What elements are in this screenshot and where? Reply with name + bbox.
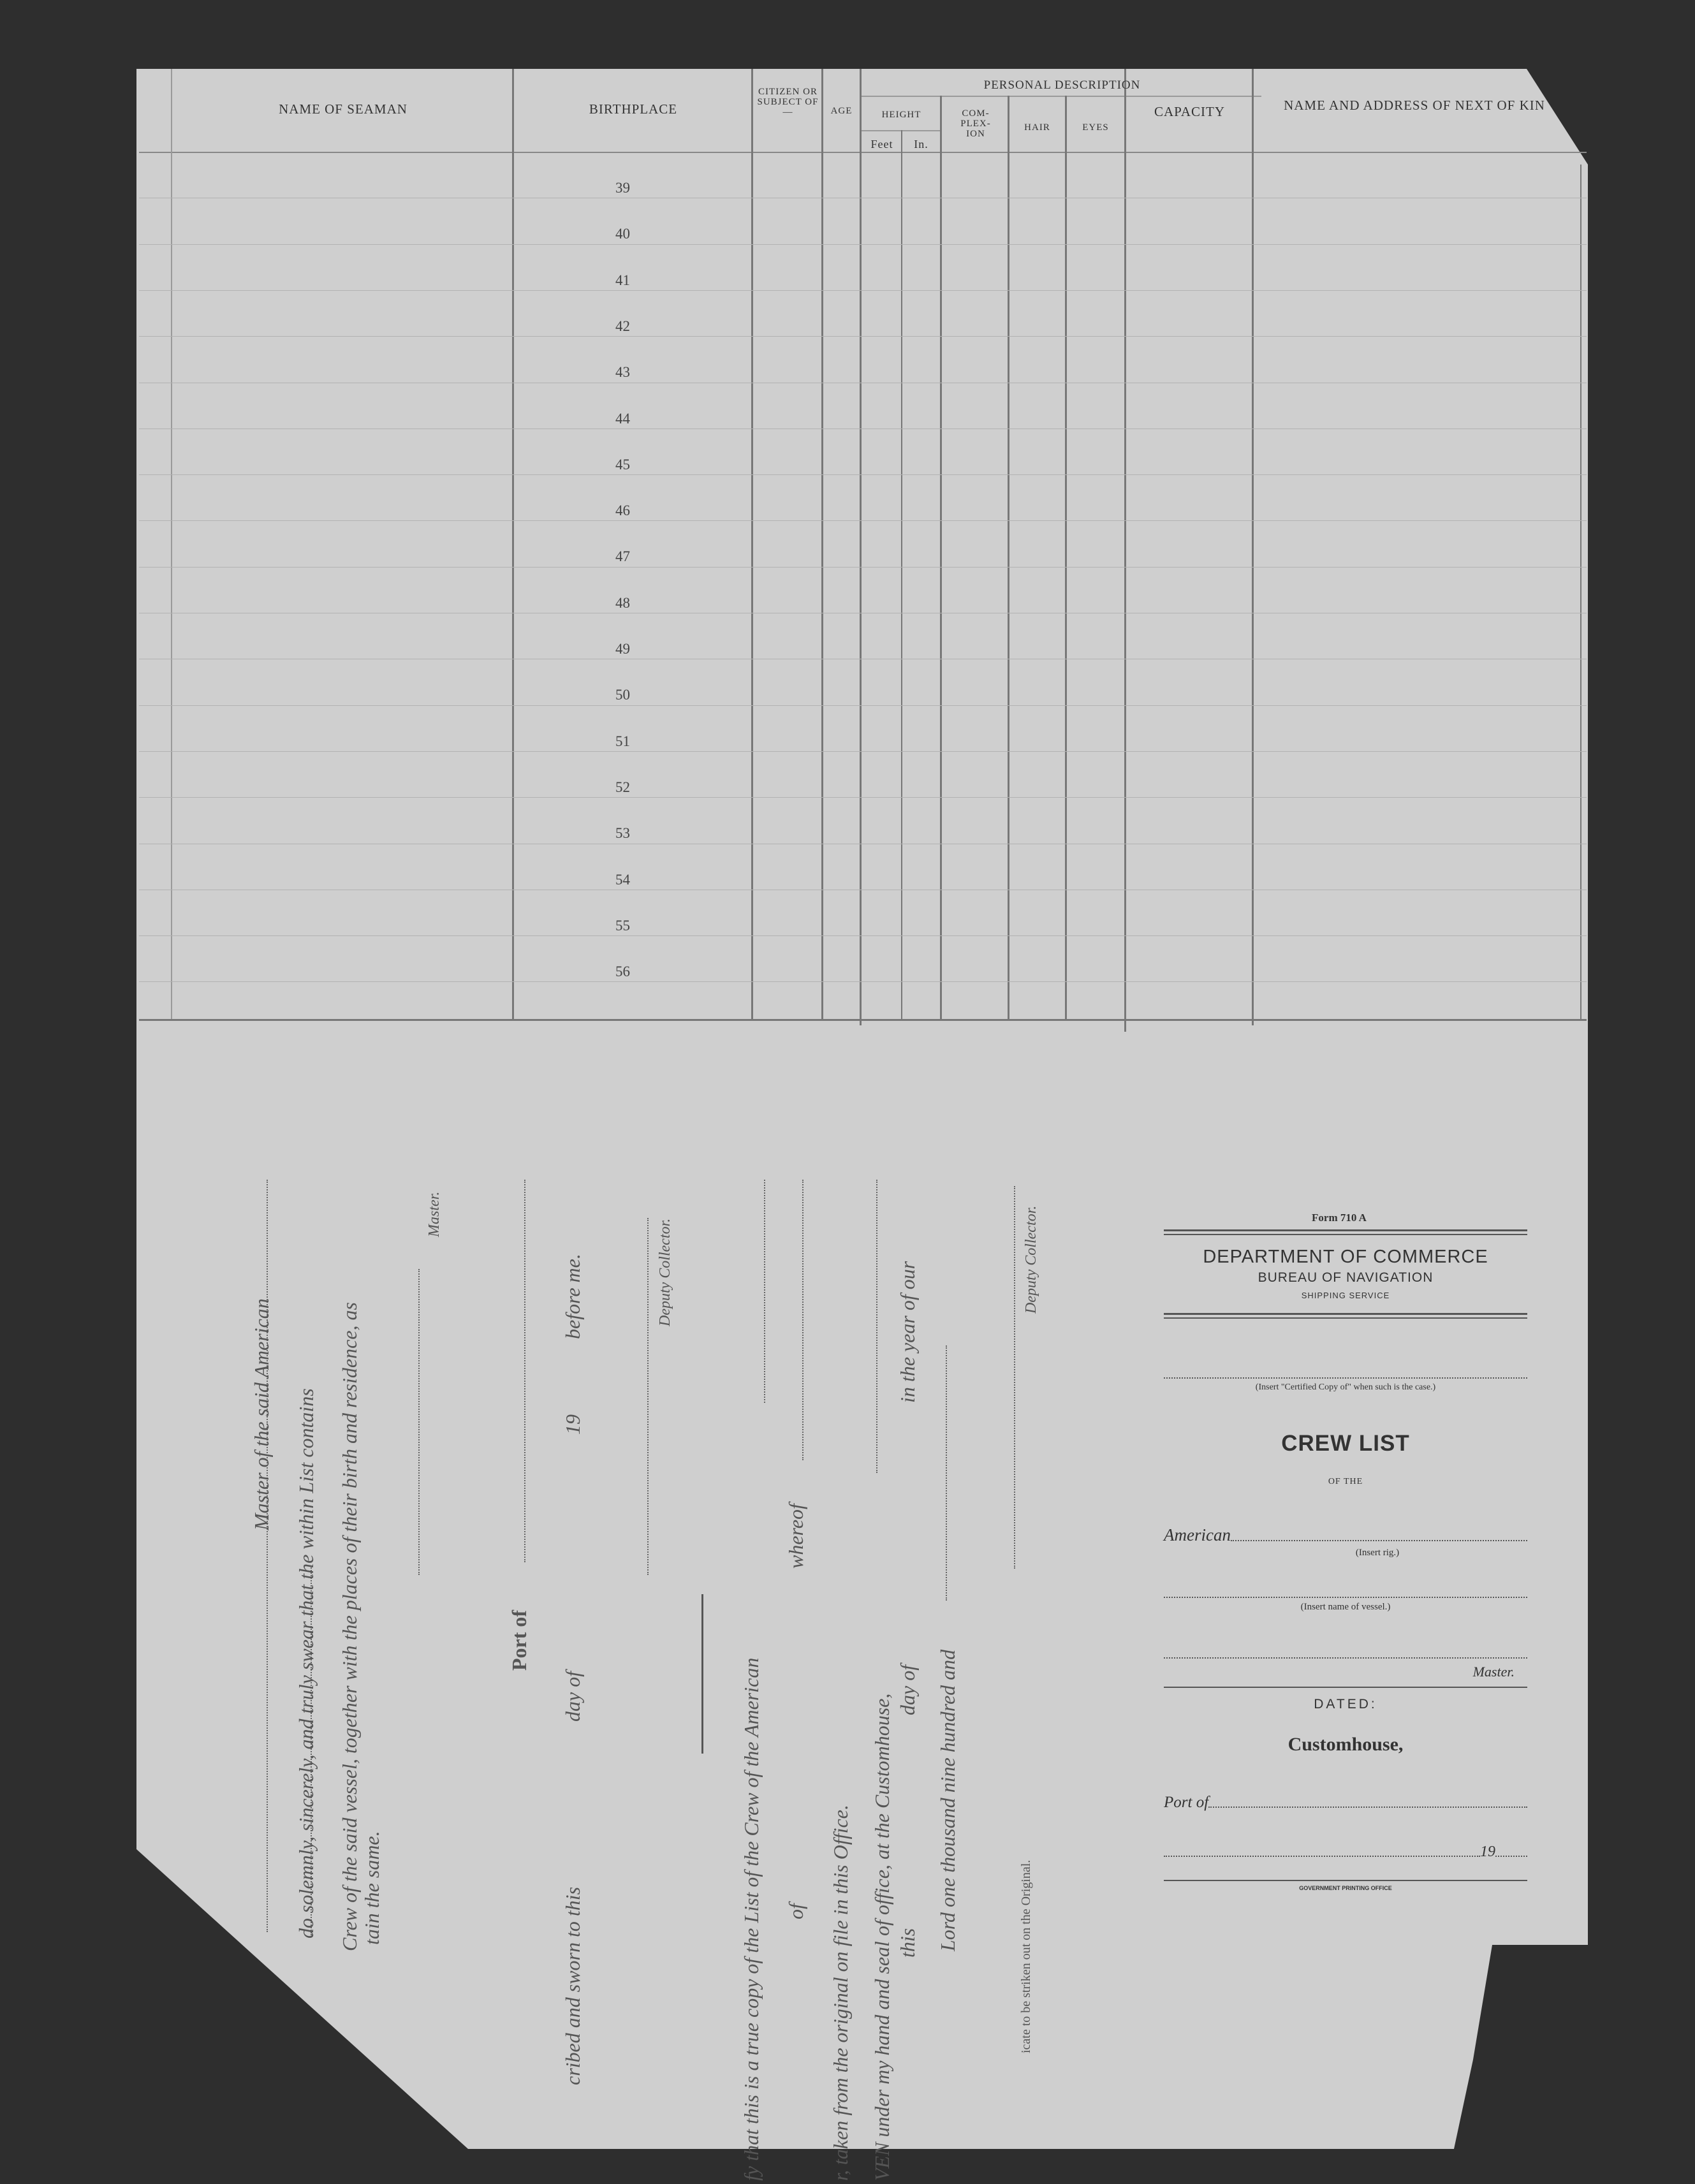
header-bottom-rule bbox=[139, 152, 1587, 153]
table-row-number: 52 bbox=[615, 779, 630, 795]
personal-description-rule bbox=[860, 96, 1261, 97]
affidavit-line-4: tain the same. bbox=[360, 1831, 383, 1945]
table-row-number: 40 bbox=[615, 226, 630, 242]
table-row-number: 50 bbox=[615, 687, 630, 703]
of-label: of bbox=[784, 1903, 807, 1919]
row-rule bbox=[139, 244, 1587, 245]
header-birthplace: BIRTHPLACE bbox=[589, 101, 678, 117]
given-under-hand-text: VEN under my hand and seal of office, at the Customhouse, bbox=[870, 1693, 893, 2181]
double-rule bbox=[1164, 1229, 1527, 1235]
header-height: HEIGHT bbox=[881, 110, 921, 120]
separator-line bbox=[701, 1594, 703, 1754]
before-me-label: before me. bbox=[561, 1254, 584, 1339]
certified-line bbox=[1164, 1377, 1527, 1379]
year-line bbox=[1495, 1856, 1527, 1857]
lord-text: Lord one thousand nine hundred and bbox=[936, 1649, 959, 1951]
col-divider bbox=[901, 130, 902, 1019]
col-divider bbox=[860, 69, 862, 1025]
table-bottom-rule bbox=[139, 1019, 1587, 1021]
certify-text: fy that this is a true copy of the List of the Crew of the American bbox=[740, 1657, 763, 2181]
header-citizen: CITIZEN OR SUBJECT OF— bbox=[757, 87, 819, 117]
port-field bbox=[1164, 1794, 1527, 1812]
header-name-of-seaman: NAME OF SEAMAN bbox=[279, 101, 407, 117]
header-next-of-kin: NAME AND ADDRESS OF NEXT OF KIN bbox=[1284, 98, 1545, 113]
master-label: Master. bbox=[1472, 1664, 1515, 1680]
customhouse-line bbox=[876, 1180, 877, 1473]
year-19-label: 19 bbox=[1480, 1843, 1495, 1860]
year-of-our-text: in the year of our bbox=[896, 1261, 919, 1403]
customhouse-label: Customhouse, bbox=[1288, 1734, 1404, 1755]
crew-table bbox=[139, 69, 1587, 1025]
col-divider bbox=[751, 69, 753, 1019]
affidavit-line-3: Crew of the said vessel, together with the places of their birth and residence, as bbox=[338, 1302, 361, 1951]
header-feet: Feet bbox=[870, 138, 893, 150]
of-the-label: OF THE bbox=[1328, 1477, 1363, 1486]
table-row-number: 45 bbox=[615, 456, 630, 473]
col-divider bbox=[512, 69, 514, 1019]
original-on-file-text: r, taken from the original on file in this Office. bbox=[829, 1805, 852, 2181]
row-rule bbox=[139, 751, 1587, 752]
service-title: SHIPPING SERVICE bbox=[1301, 1291, 1390, 1300]
whereof-line bbox=[802, 1180, 803, 1460]
table-row-number: 42 bbox=[615, 318, 630, 334]
master-name-line bbox=[267, 1180, 268, 1932]
master-signature-line bbox=[418, 1269, 420, 1575]
row-rule bbox=[139, 797, 1587, 798]
header-age: AGE bbox=[830, 106, 853, 116]
certified-note: (Insert "Certified Copy of" when such is the case.) bbox=[1255, 1382, 1436, 1392]
port-of-label: Port of bbox=[1164, 1794, 1209, 1811]
year-line bbox=[946, 1345, 947, 1601]
col-divider bbox=[940, 96, 942, 1019]
form-number: Form 710 A bbox=[1312, 1212, 1367, 1224]
port-line bbox=[524, 1180, 525, 1562]
height-rule bbox=[860, 130, 940, 131]
rule bbox=[1164, 1687, 1527, 1688]
american-label: American bbox=[1164, 1525, 1231, 1544]
row-rule bbox=[139, 290, 1587, 291]
year-19-label: 19 bbox=[561, 1414, 584, 1435]
table-row-number: 48 bbox=[615, 594, 630, 611]
table-row-number: 41 bbox=[615, 272, 630, 288]
rig-field bbox=[1164, 1525, 1527, 1545]
table-row-number: 47 bbox=[615, 548, 630, 565]
table-row-number: 56 bbox=[615, 964, 630, 980]
affidavit-line-1: Master of the said American bbox=[250, 1298, 273, 1530]
col-divider bbox=[1065, 96, 1067, 1019]
rule bbox=[1164, 1880, 1527, 1881]
table-row-number: 53 bbox=[615, 825, 630, 842]
row-rule bbox=[139, 520, 1587, 521]
master-line bbox=[1164, 1657, 1527, 1659]
row-rule bbox=[139, 336, 1587, 337]
header-eyes: EYES bbox=[1082, 122, 1109, 133]
this-label: this bbox=[896, 1928, 919, 1958]
row-rule bbox=[139, 474, 1587, 475]
deputy-collector-label-2: Deputy Collector. bbox=[1023, 1205, 1039, 1314]
date-field bbox=[1164, 1843, 1527, 1861]
table-row-number: 55 bbox=[615, 917, 630, 934]
table-row-number: 44 bbox=[615, 410, 630, 427]
col-divider bbox=[171, 69, 172, 1019]
day-of-label-2: day of bbox=[896, 1664, 919, 1715]
date-line bbox=[1164, 1856, 1480, 1857]
double-rule bbox=[1164, 1313, 1527, 1319]
port-of-label: Port of bbox=[508, 1609, 531, 1671]
col-divider bbox=[1252, 69, 1254, 1025]
row-rule bbox=[139, 981, 1587, 982]
table-row-number: 46 bbox=[615, 502, 630, 519]
row-rule bbox=[139, 705, 1587, 706]
deputy-signature-line-2 bbox=[1014, 1186, 1015, 1569]
bureau-title: BUREAU OF NAVIGATION bbox=[1258, 1270, 1434, 1285]
table-row-number: 43 bbox=[615, 364, 630, 381]
table-row-number: 49 bbox=[615, 641, 630, 657]
insert-rig-note: (Insert rig.) bbox=[1355, 1548, 1400, 1558]
printer-imprint: GOVERNMENT PRINTING OFFICE bbox=[1299, 1885, 1392, 1891]
day-of-label: day of bbox=[561, 1671, 584, 1722]
table-row-number: 54 bbox=[615, 871, 630, 888]
dated-label: DATED: bbox=[1314, 1697, 1377, 1711]
subscribed-sworn-text: cribed and sworn to this bbox=[561, 1886, 584, 2085]
vessel-name-line bbox=[1164, 1597, 1527, 1598]
footnote: icate to be striken out on the Original. bbox=[1019, 1859, 1033, 2053]
col-divider bbox=[1580, 165, 1581, 1019]
table-row-number: 39 bbox=[615, 180, 630, 196]
header-hair: HAIR bbox=[1024, 122, 1050, 133]
crew-list-title: CREW LIST bbox=[1281, 1431, 1410, 1456]
rig-line bbox=[1231, 1540, 1527, 1541]
port-line bbox=[1208, 1807, 1527, 1808]
col-divider bbox=[821, 69, 823, 1019]
deputy-signature-line bbox=[647, 1218, 649, 1575]
header-personal-description: PERSONAL DESCRIPTION bbox=[983, 78, 1141, 92]
row-rule bbox=[139, 567, 1587, 568]
deputy-collector-label-1: Deputy Collector. bbox=[657, 1218, 673, 1326]
header-complexion: COM- PLEX- ION bbox=[960, 108, 991, 139]
form-cover-panel bbox=[1164, 1212, 1527, 1891]
header-capacity: CAPACITY bbox=[1154, 104, 1226, 119]
affidavit-line-2: do solemnly, sincerely, and truly swear that the within List contains bbox=[295, 1388, 318, 1938]
row-rule bbox=[139, 935, 1587, 936]
header-inches: In. bbox=[914, 138, 928, 150]
master-label: Master. bbox=[426, 1191, 443, 1237]
table-row-number: 51 bbox=[615, 733, 630, 749]
col-divider bbox=[1008, 96, 1009, 1019]
whereof-label: whereof bbox=[784, 1504, 807, 1569]
department-title: DEPARTMENT OF COMMERCE bbox=[1203, 1247, 1488, 1267]
vessel-line bbox=[764, 1180, 765, 1403]
insert-name-note: (Insert name of vessel.) bbox=[1300, 1602, 1391, 1612]
col-divider bbox=[1124, 69, 1126, 1032]
